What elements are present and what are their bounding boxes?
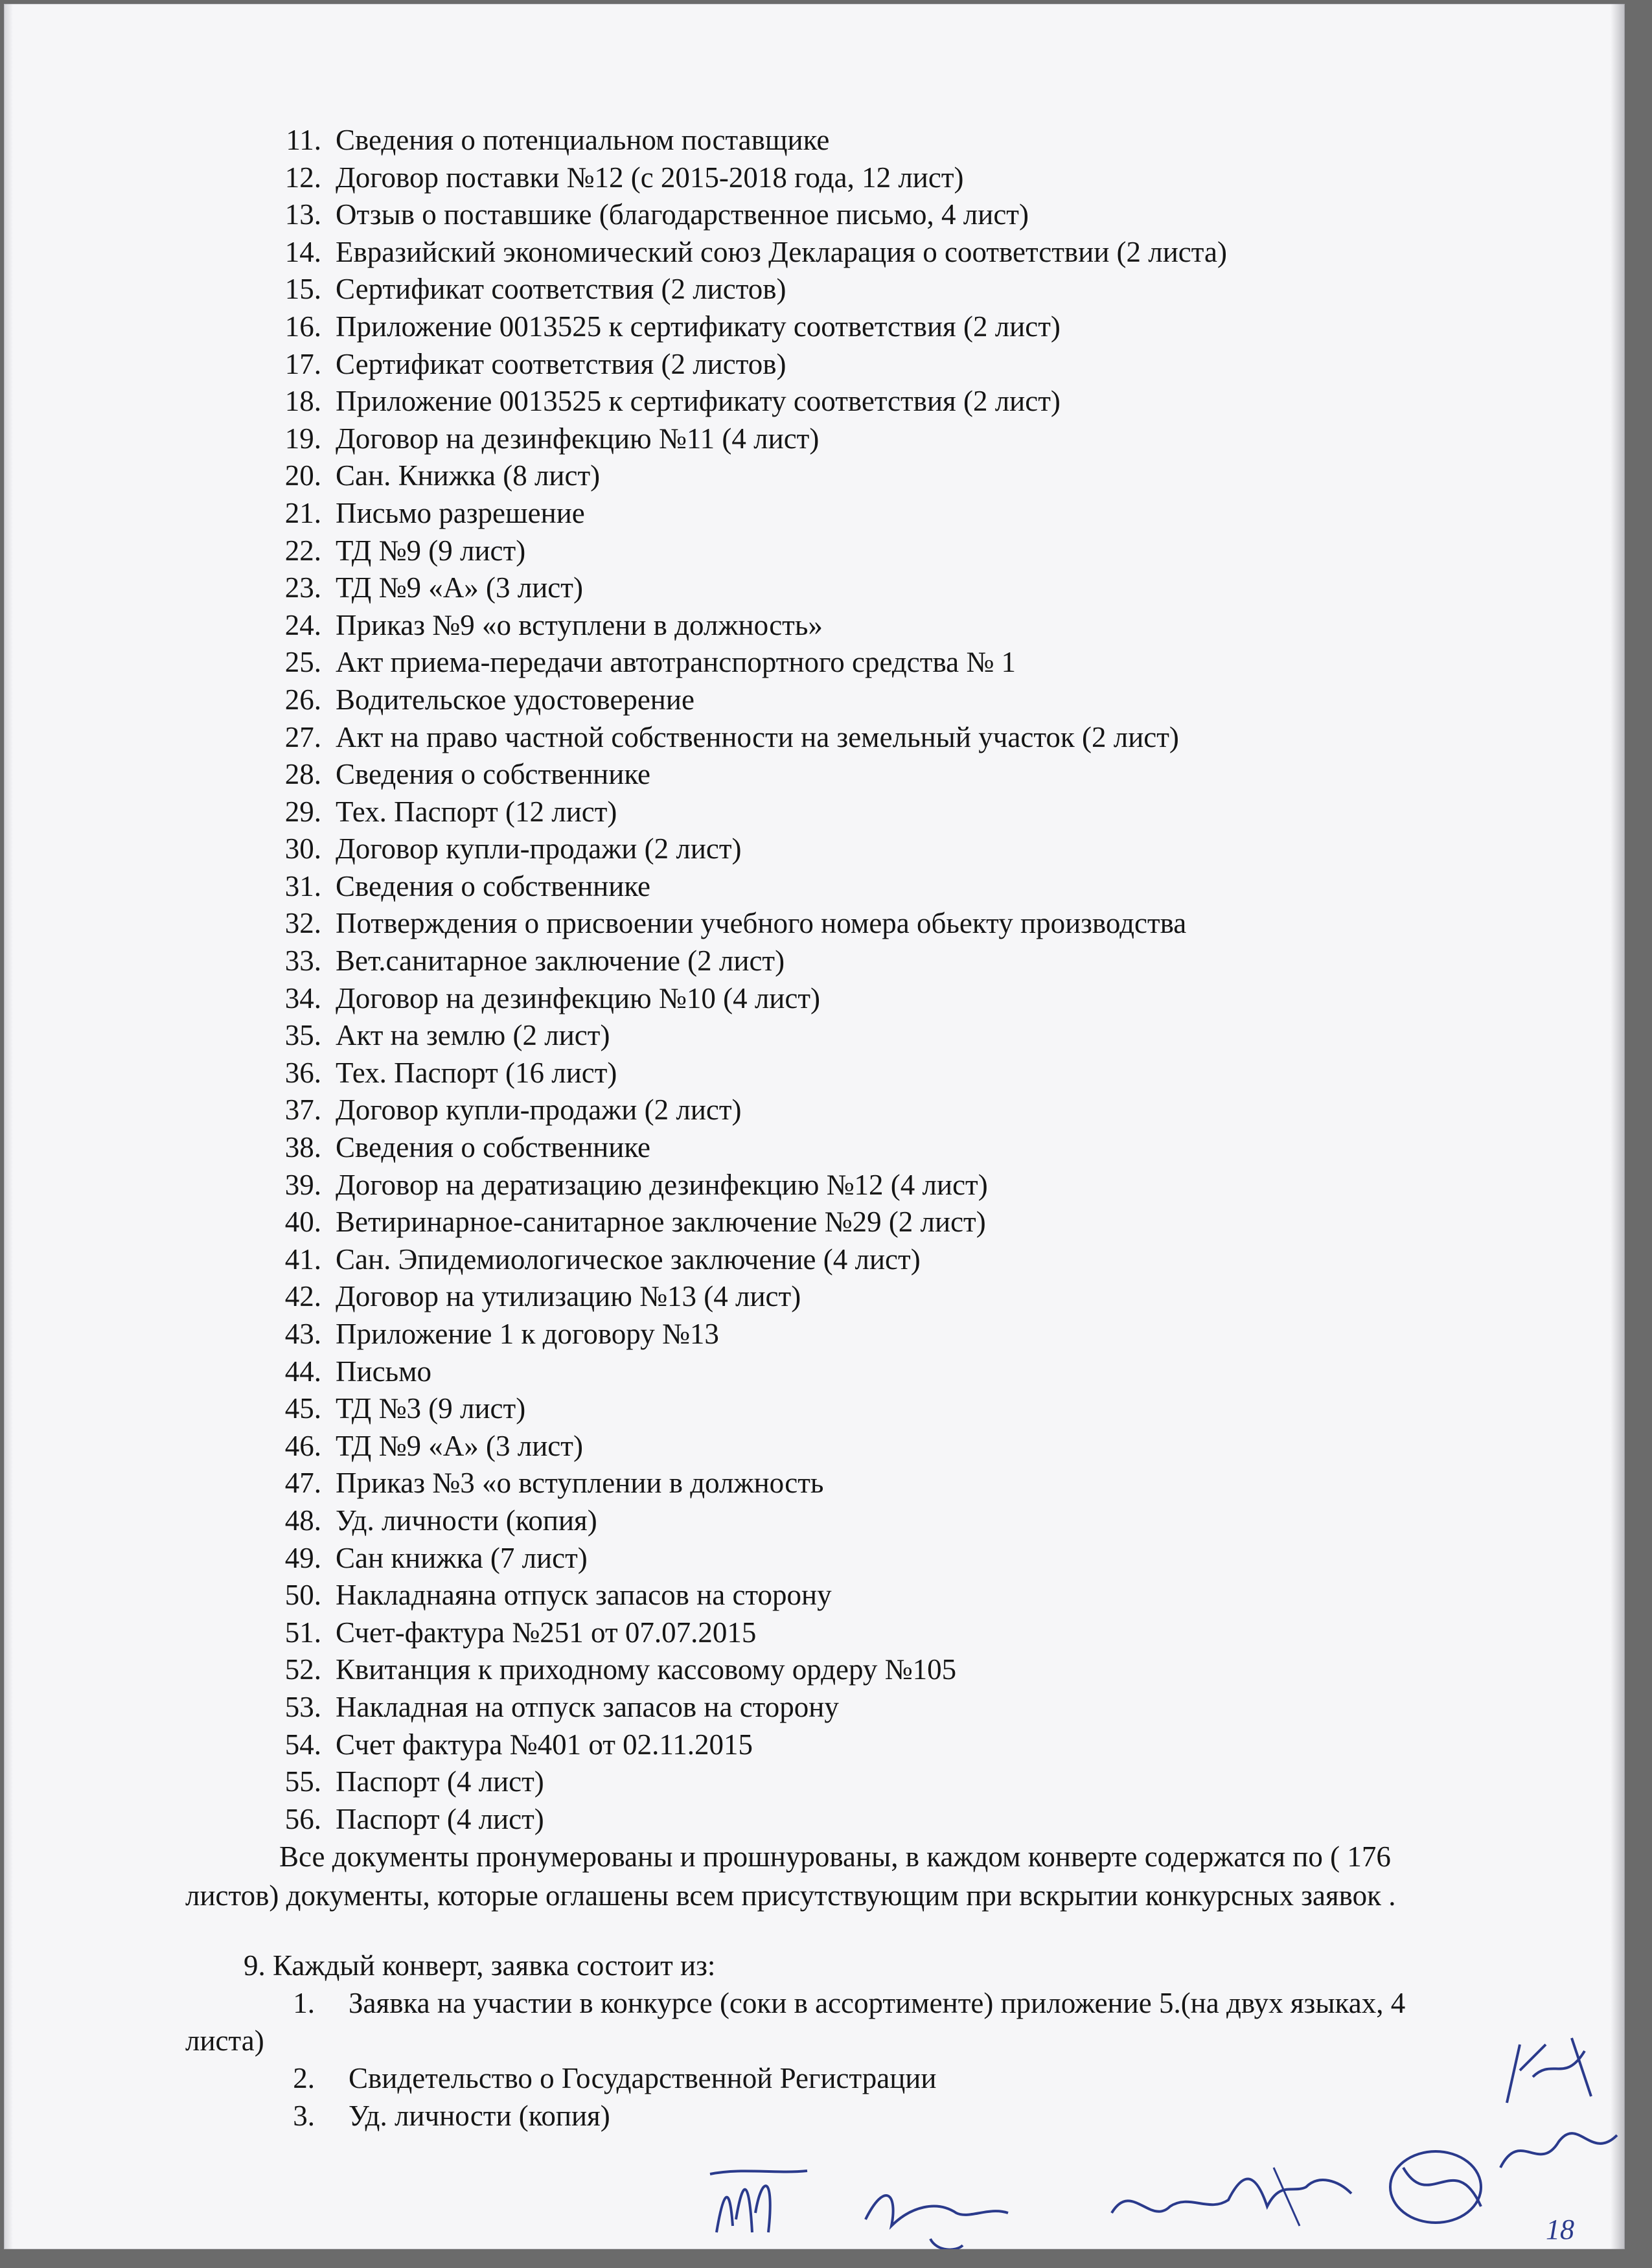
list-item-text: Накладнаяна отпуск запасов на сторону bbox=[336, 1579, 832, 1612]
list-item-text: ТД №9 (9 лист) bbox=[336, 534, 526, 567]
list-item-text: Приложение 0013525 к сертификату соответствия (2 лист) bbox=[336, 310, 1061, 343]
list-item-number: 26. bbox=[284, 683, 321, 716]
list-item bbox=[250, 1055, 1227, 1092]
list-item-number: 16. bbox=[284, 310, 321, 343]
list-item bbox=[250, 1502, 1227, 1540]
list-item bbox=[250, 1577, 1227, 1614]
list-item-number: 13. bbox=[284, 198, 321, 231]
list-item-number: 23. bbox=[284, 571, 321, 604]
list-item bbox=[250, 1428, 1227, 1465]
list-item bbox=[250, 1204, 1227, 1241]
list-item bbox=[250, 196, 1227, 234]
section9-item-1-continuation: листа) bbox=[185, 2024, 264, 2057]
list-item-number: 44. bbox=[284, 1355, 321, 1388]
list-item-number: 38. bbox=[284, 1131, 321, 1164]
list-item-number: 49. bbox=[284, 1541, 321, 1574]
list-item bbox=[250, 569, 1227, 607]
section9-item-1: 1. Заявка на участии в конкурсе (соки в ассортименте) приложение 5.(на двух языках, 4 bbox=[293, 1987, 1406, 2019]
list-item-number: 35. bbox=[284, 1019, 321, 1052]
list-item-text: Письмо разрешение bbox=[336, 496, 585, 529]
list-item-number: 50. bbox=[284, 1579, 321, 1612]
list-item-text: Квитанция к приходному кассовому ордеру №105 bbox=[336, 1653, 957, 1686]
list-item bbox=[250, 383, 1227, 420]
section9-item-3: 3. Уд. личности (копия) bbox=[293, 2100, 610, 2132]
list-item-number: 53. bbox=[284, 1690, 321, 1723]
list-item-text: Письмо bbox=[336, 1355, 432, 1388]
list-item bbox=[250, 457, 1227, 495]
list-item-number: 17. bbox=[284, 347, 321, 380]
list-item-number: 42. bbox=[284, 1280, 321, 1313]
summary-paragraph: Все документы пронумерованы и прошнурованы, в каждом конверте содержатся по ( 176 листов) документы, которые оглашены всем присутствующим при вскрытии конкурсных заявок . bbox=[185, 1840, 1396, 1912]
list-item bbox=[250, 1465, 1227, 1502]
list-item bbox=[250, 159, 1227, 197]
signature-2 bbox=[859, 2168, 1015, 2249]
list-item-number: 40. bbox=[284, 1206, 321, 1239]
list-item-number: 39. bbox=[284, 1168, 321, 1201]
list-item bbox=[250, 719, 1227, 757]
list-item-number: 24. bbox=[284, 608, 321, 641]
list-item-text: Сан. Книжка (8 лист) bbox=[336, 459, 601, 492]
list-item bbox=[250, 1241, 1227, 1279]
page-number: 18 bbox=[1546, 2214, 1574, 2245]
list-item-number: 34. bbox=[284, 981, 321, 1014]
list-item bbox=[250, 420, 1227, 458]
list-item-text: Сведения о собственнике bbox=[336, 758, 651, 791]
list-item-text: ТД №9 «А» (3 лист) bbox=[336, 571, 583, 604]
list-item-number: 14. bbox=[284, 235, 321, 268]
list-item bbox=[250, 905, 1227, 943]
list-item bbox=[250, 234, 1227, 271]
list-item bbox=[250, 308, 1227, 346]
list-item-text: Приложение 0013525 к сертификату соответствия (2 лист) bbox=[336, 385, 1061, 418]
page-left-shadow bbox=[4, 4, 13, 2249]
list-item-number: 32. bbox=[284, 907, 321, 940]
list-item-number: 33. bbox=[284, 945, 321, 978]
list-item-text: Евразийский экономический союз Декларация о соответствии (2 листа) bbox=[336, 235, 1227, 268]
list-item bbox=[250, 682, 1227, 719]
list-item-number: 54. bbox=[284, 1728, 321, 1761]
list-item-number: 56. bbox=[284, 1802, 321, 1835]
list-item-text: ТД №3 (9 лист) bbox=[336, 1392, 526, 1425]
list-item bbox=[250, 830, 1227, 868]
list-item bbox=[250, 644, 1227, 682]
list-item-text: ТД №9 «А» (3 лист) bbox=[336, 1429, 583, 1462]
list-item-text: Договор на дезинфекцию №11 (4 лист) bbox=[336, 422, 820, 455]
list-item bbox=[250, 1278, 1227, 1316]
list-item-text: Сведения о потенциальном поставщике bbox=[336, 124, 830, 156]
list-item-number: 30. bbox=[284, 832, 321, 865]
list-item-text: Отзыв о поставшике (благодарственное письмо, 4 лист) bbox=[336, 198, 1029, 231]
list-item bbox=[250, 1316, 1227, 1353]
list-item-number: 52. bbox=[284, 1653, 321, 1686]
list-item-number: 22. bbox=[284, 534, 321, 567]
list-item-number: 11. bbox=[286, 124, 321, 156]
list-item-text: Приложение 1 к договору №13 bbox=[336, 1318, 719, 1350]
list-item-text: Акт приема-передачи автотранспортного средства № 1 bbox=[336, 646, 1016, 679]
list-item-number: 28. bbox=[284, 758, 321, 791]
list-item-text: Счет фактура №401 от 02.11.2015 bbox=[336, 1728, 753, 1761]
list-item-number: 45. bbox=[284, 1392, 321, 1425]
list-item-text: Договор на дезинфекцию №10 (4 лист) bbox=[336, 981, 820, 1014]
list-item bbox=[250, 980, 1227, 1018]
list-item-number: 51. bbox=[284, 1616, 321, 1649]
list-item bbox=[250, 794, 1227, 831]
list-item-text: Договор купли-продажи (2 лист) bbox=[336, 832, 742, 865]
list-item-text: Сведения о собственнике bbox=[336, 1131, 651, 1164]
list-item-number: 37. bbox=[284, 1094, 321, 1127]
list-item-text: Приказ №9 «о вступлени в должность» bbox=[336, 608, 823, 641]
list-item-number: 19. bbox=[284, 422, 321, 455]
list-item-text: Ветиринарное-санитарное заключение №29 (2 лист) bbox=[336, 1206, 986, 1239]
signature-1 bbox=[704, 2155, 820, 2245]
list-item-text: Акт на землю (2 лист) bbox=[336, 1019, 610, 1052]
list-item bbox=[250, 607, 1227, 645]
list-item-text: Тех. Паспорт (12 лист) bbox=[336, 795, 617, 828]
list-item bbox=[250, 1167, 1227, 1204]
list-item bbox=[250, 1353, 1227, 1391]
list-item-number: 18. bbox=[284, 385, 321, 418]
list-item-text: Счет-фактура №251 от 07.07.2015 bbox=[336, 1616, 757, 1649]
list-item-number: 41. bbox=[284, 1243, 321, 1276]
page-edge-shadow bbox=[1611, 4, 1625, 2249]
list-item bbox=[250, 1726, 1227, 1764]
list-item bbox=[250, 1092, 1227, 1129]
list-item-number: 20. bbox=[284, 459, 321, 492]
list-item bbox=[250, 868, 1227, 906]
list-item-text: Вет.санитарное заключение (2 лист) bbox=[336, 945, 785, 978]
signature-4 bbox=[1377, 2135, 1507, 2239]
list-item bbox=[250, 1651, 1227, 1689]
list-item-text: Сан. Эпидемиологическое заключение (4 лист) bbox=[336, 1243, 921, 1276]
signature-3 bbox=[1105, 2155, 1403, 2245]
list-item-text: Приказ №3 «о вступлении в должность bbox=[336, 1467, 824, 1500]
list-item-text: Паспорт (4 лист) bbox=[336, 1802, 544, 1835]
list-item-text: Сертификат соответствия (2 листов) bbox=[336, 273, 786, 306]
list-item-text: Водительское удостоверение bbox=[336, 683, 694, 716]
list-item-number: 43. bbox=[284, 1318, 321, 1350]
list-item-number: 31. bbox=[284, 869, 321, 902]
list-item-text: Сведения о собственнике bbox=[336, 869, 651, 902]
document-page bbox=[4, 4, 1625, 2249]
list-item-number: 55. bbox=[284, 1765, 321, 1798]
signature-6 bbox=[1494, 2032, 1611, 2109]
list-item bbox=[250, 1390, 1227, 1428]
list-item-text: Потверждения о присвоении учебного номера обьекту производства bbox=[336, 907, 1187, 940]
list-item-number: 46. bbox=[284, 1429, 321, 1462]
list-item bbox=[250, 1614, 1227, 1652]
list-item-number: 48. bbox=[284, 1504, 321, 1537]
list-item bbox=[250, 346, 1227, 384]
document-list bbox=[250, 122, 1227, 1838]
list-item bbox=[250, 1540, 1227, 1577]
signature-5 bbox=[1494, 2103, 1623, 2194]
list-item bbox=[250, 1689, 1227, 1726]
list-item bbox=[250, 122, 1227, 159]
list-item-text: Акт на право частной собственности на земельный участок (2 лист) bbox=[336, 720, 1179, 753]
list-item bbox=[250, 1129, 1227, 1167]
list-item-number: 29. bbox=[284, 795, 321, 828]
list-item-number: 21. bbox=[284, 496, 321, 529]
list-item-text: Накладная на отпуск запасов на сторону bbox=[336, 1690, 839, 1723]
list-item-number: 15. bbox=[284, 273, 321, 306]
list-item bbox=[250, 1801, 1227, 1838]
list-item bbox=[250, 1763, 1227, 1801]
list-item-text: Договор поставки №12 (с 2015-2018 года, 12 лист) bbox=[336, 161, 964, 194]
list-item-number: 36. bbox=[284, 1056, 321, 1089]
list-item bbox=[250, 533, 1227, 570]
list-item-text: Сертификат соответствия (2 листов) bbox=[336, 347, 786, 380]
list-item-number: 12. bbox=[284, 161, 321, 194]
list-item bbox=[250, 943, 1227, 980]
list-item bbox=[250, 271, 1227, 308]
list-item bbox=[250, 756, 1227, 794]
section9-heading: 9. Каждый конверт, заявка состоит из: bbox=[244, 1949, 716, 1982]
list-item-text: Паспорт (4 лист) bbox=[336, 1765, 544, 1798]
list-item-text: Договор на утилизацию №13 (4 лист) bbox=[336, 1280, 801, 1313]
list-item-text: Договор на дератизацию дезинфекцию №12 (4 лист) bbox=[336, 1168, 988, 1201]
list-item-number: 27. bbox=[284, 720, 321, 753]
list-item-text: Договор купли-продажи (2 лист) bbox=[336, 1094, 742, 1127]
list-item-text: Сан книжка (7 лист) bbox=[336, 1541, 588, 1574]
list-item-text: Тех. Паспорт (16 лист) bbox=[336, 1056, 617, 1089]
section9-item-2: 2. Свидетельство о Государственной Регистрации bbox=[293, 2062, 937, 2094]
list-item-number: 25. bbox=[284, 646, 321, 679]
list-item bbox=[250, 1017, 1227, 1055]
list-item-number: 47. bbox=[284, 1467, 321, 1500]
list-item bbox=[250, 495, 1227, 533]
list-item-text: Уд. личности (копия) bbox=[336, 1504, 597, 1537]
